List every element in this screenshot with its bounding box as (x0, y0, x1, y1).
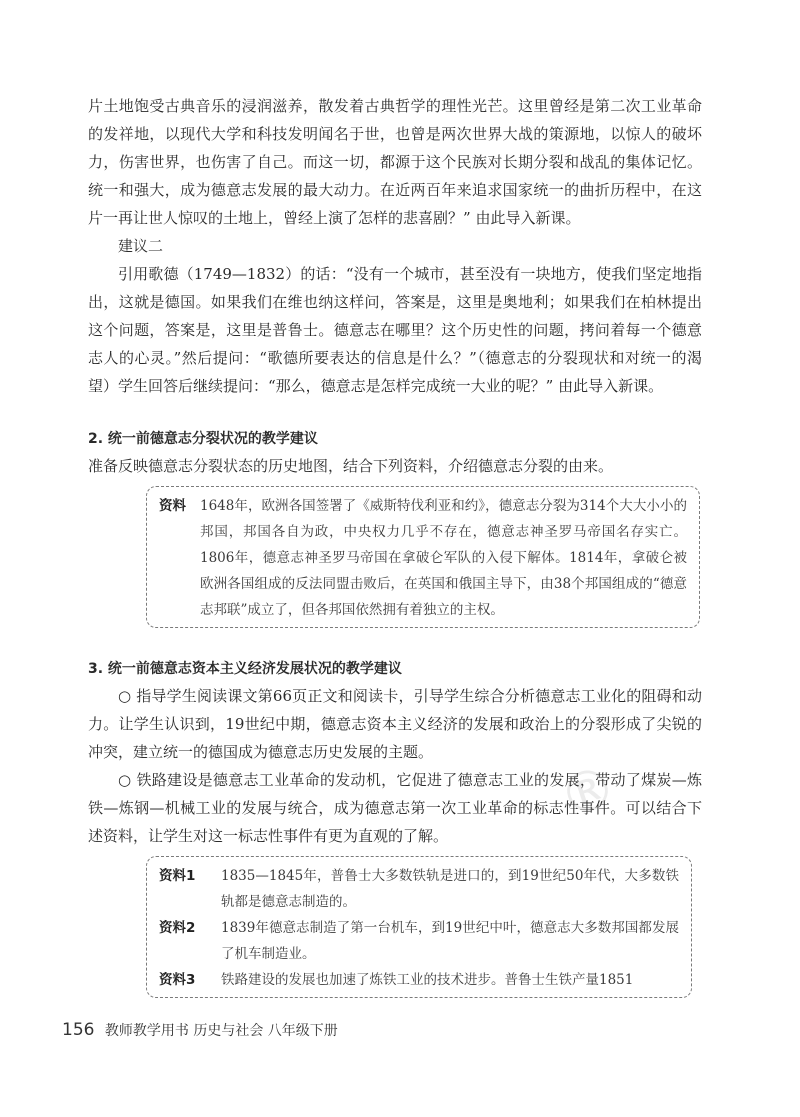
source-text-1: 1835—1845年，普鲁士大多数铁轨是进口的，到19世纪50年代，大多数铁轨都是德意志制造的。 (221, 868, 679, 910)
source-label-2: 资料2 (159, 920, 196, 936)
source-label-3: 资料3 (159, 972, 196, 988)
source-label: 资料 (159, 498, 186, 514)
section-2-intro: 准备反映德意志分裂状态的历史地图，结合下列资料，介绍德意志分裂的由来。 (88, 457, 614, 475)
source-text-2: 1839年德意志制造了第一台机车，到19世纪中叶，德意志大多数邦国都发展了机车制造业。 (221, 920, 679, 962)
source-row-1 (159, 863, 679, 915)
book-title: 教师教学用书 历史与社会 八年级下册 (104, 1023, 338, 1039)
source-text: 1648年，欧洲各国签署了《威斯特伐利亚和约》，德意志分裂为314个大大小小的邦国，邦国各自为政，中央权力几乎不存在，德意志神圣罗马帝国名存实亡。1806年，德意志神圣罗马帝国在拿破仑军队的入侵下解体。1814年，拿破仑被欧洲各国组成的反法同盟击败后，在英国和俄国主导下，由38个邦国组成的“德意志邦联”成立了，但各邦国依然拥有着独立的主权。 (200, 498, 687, 618)
suggestion-two-label: 建议二 (118, 237, 164, 255)
section-3-para-2: ○ 铁路建设是德意志工业革命的发动机，它促进了德意志工业的发展，带动了煤炭—炼铁—炼钢—机械工业的发展与统合，成为德意志第一次工业革命的标志性事件。可以结合下述资料，让学生对这一标志性事件有更为直观的了解。 (88, 771, 702, 845)
source-text-3: 铁路建设的发展也加速了炼铁工业的技术进步。普鲁士生铁产量1851 (221, 972, 634, 988)
page-number: 156 (62, 1020, 95, 1040)
page-content (88, 92, 702, 998)
page-footer (62, 1020, 338, 1040)
source-label-1: 资料1 (159, 868, 196, 884)
source-box-section-3 (146, 856, 692, 998)
section-3-para-1: ○ 指导学生阅读课文第66页正文和阅读卡，引导学生综合分析德意志工业化的阻碍和动力。让学生认识到，19世纪中期，德意志资本主义经济的发展和政治上的分裂形成了尖锐的冲突，建立统一的德国成为德意志历史发展的主题。 (88, 687, 702, 761)
source-row-3 (159, 967, 679, 993)
section-3-heading: 3. 统一前德意志资本主义经济发展状况的教学建议 (88, 661, 402, 677)
paragraph-goethe-quote: 引用歌德（1749—1832）的话：“没有一个城市，甚至没有一块地方，使我们坚定地指出，这就是德国。如果我们在维也纳这样问，答案是，这里是奥地利；如果我们在柏林提出这个问题，答案是，这里是普鲁士。德意志在哪里？这个历史性的问题，拷问着每一个德意志人的心灵。”然后提问：“歌德所要表达的信息是什么？”（德意志的分裂现状和对统一的渴望）学生回答后继续提问：“那么，德意志是怎样完成统一大业的呢？” 由此导入新课。 (88, 265, 702, 395)
source-row-2 (159, 915, 679, 967)
paragraph-intro-continued: 片土地饱受古典音乐的浸润滋养，散发着古典哲学的理性光芒。这里曾经是第二次工业革命的发祥地，以现代大学和科技发明闻名于世，也曾是两次世界大战的策源地，以惊人的破坏力，伤害世界，也伤害了自己。而这一切，都源于这个民族对长期分裂和战乱的集体记忆。统一和强大，成为德意志发展的最大动力。在近两百年来追求国家统一的曲折历程中，在这片一再让世人惊叹的土地上，曾经上演了怎样的悲喜剧？” 由此导入新课。 (88, 97, 702, 227)
source-box-section-2 (146, 486, 700, 628)
section-2-heading: 2. 统一前德意志分裂状况的教学建议 (88, 431, 318, 447)
watermark-mark: ® (551, 752, 625, 833)
source-row (159, 493, 687, 623)
